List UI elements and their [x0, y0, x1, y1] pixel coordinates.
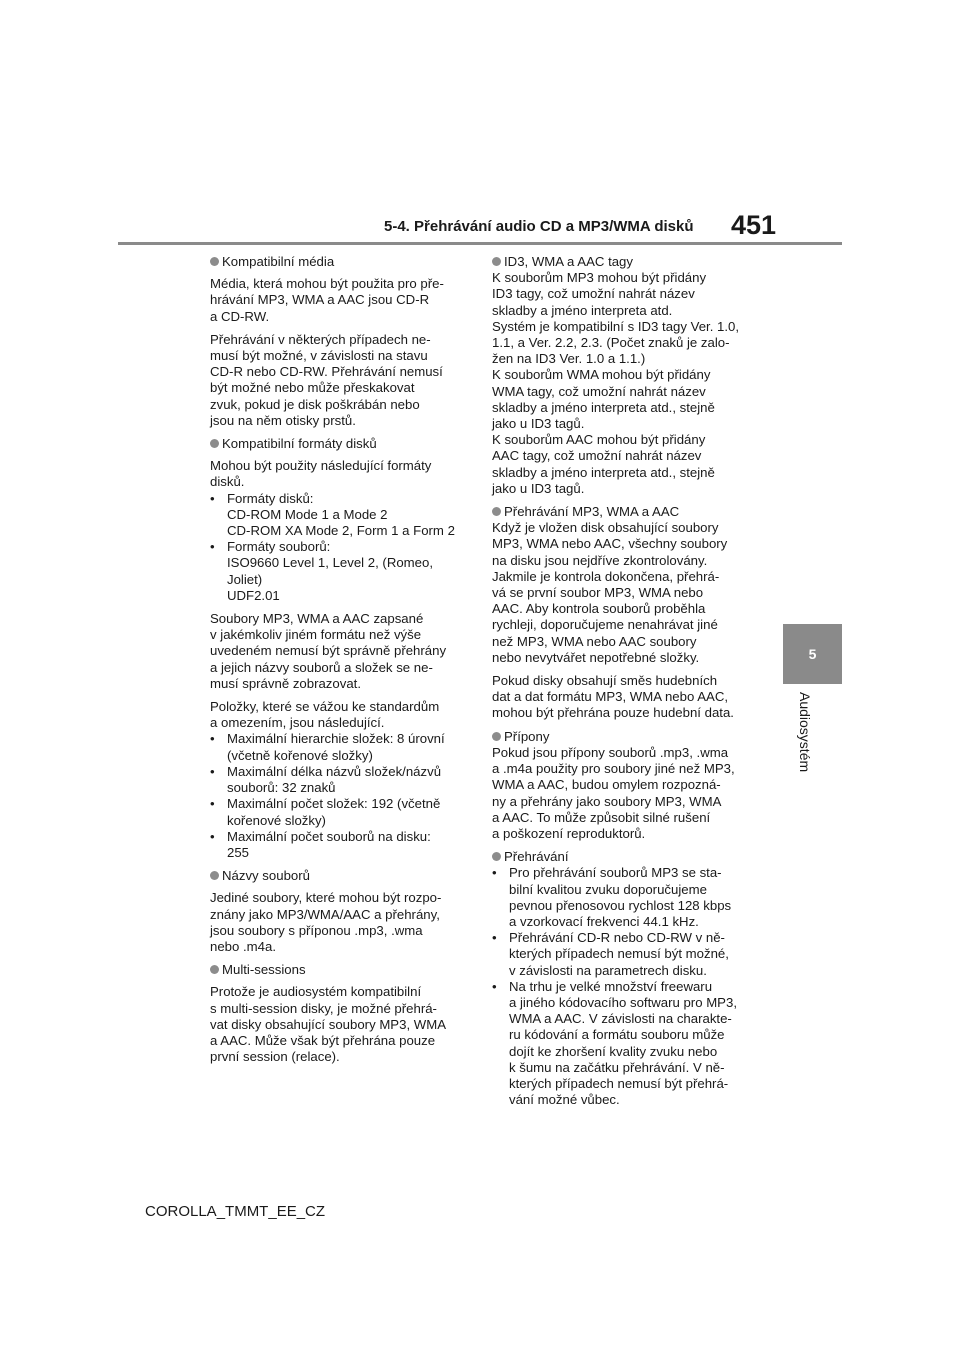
bullet-list [492, 865, 752, 1108]
circle-bullet-icon [492, 257, 501, 266]
list-item: • Formáty disků: CD-ROM Mode 1 a Mode 2 CD-ROM XA Mode 2, Form 1 a Form 2 [210, 490, 455, 539]
paragraph: Protože je audiosystém kompatibilní s multi-session disky, je možné přehrá- vat disky obsahující soubory MP3, WMA a AAC. Může však být přehrána pouze první session (relace). [210, 984, 446, 1065]
paragraph: Mohou být použity následující formáty disků. [210, 458, 432, 490]
left-column [210, 254, 470, 1072]
header-divider [118, 242, 842, 245]
section-heading-extensions: Přípony [492, 729, 752, 745]
paragraph: Položky, které se vážou ke standardům a omezením, jsou následující. [210, 699, 440, 731]
list-item: • Na trhu je velké množství freewaru a jiného kódovacího softwaru pro MP3, WMA a AAC. V závislosti na charakte- ru kódování a formátu souboru může dojít ke zhoršení kvality zvuku nebo k šumu na začátku přehrávání. V ně- kterých případech nemusí být přehrá- vání možné vůbec. [492, 978, 737, 1108]
paragraph: Jediné soubory, které mohou být rozpo- znány jako MP3/WMA/AAC a přehrány, jsou soubory s příponou .mp3, .wma nebo .m4a. [210, 890, 442, 954]
section-heading-multi-sessions: Multi-sessions [210, 962, 470, 978]
list-item: • Pro přehrávání souborů MP3 se sta- bilní kvalitou zvuku doporučujeme pevnou přenosovou rychlost 128 kbps a vzorkovací frekvenci 44.1 kHz. [492, 865, 732, 929]
paragraph: Když je vložen disk obsahující soubory MP3, WMA nebo AAC, všechny soubory na disku jsou nejdříve zkontrolovány. Jakmile je kontrola dokončena, přehrá- vá se první soubor MP3, WMA nebo AAC. Aby kontrola souborů proběhla rychleji, doporučujeme nenahrávat jiné než MP3, WMA nebo AAC soubory nebo nevytvářet nepotřebné složky. [492, 520, 728, 665]
list-item: • Maximální hierarchie složek: 8 úrovní (včetně kořenové složky) [210, 731, 445, 763]
chapter-number: 5 [808, 646, 817, 662]
circle-bullet-icon [210, 257, 219, 266]
page-number: 451 [731, 210, 777, 240]
right-column [492, 254, 752, 1115]
bullet-list [210, 491, 470, 604]
section-title: 5-4. Přehrávání audio CD a MP3/WMA disků [384, 218, 694, 235]
list-item: • Přehrávání CD-R nebo CD-RW v ně- kterých případech nemusí být možné, v závislosti na parametrech disku. [492, 930, 729, 978]
section-heading-playback: Přehrávání [492, 849, 752, 865]
chapter-tab[interactable] [783, 624, 842, 684]
paragraph: Soubory MP3, WMA a AAC zapsané v jakémkoliv jiném formátu než výše uvedeném nemusí být správně přehrány a jejich názvy souborů a složek se ne- musí správně zobrazovat. [210, 611, 447, 691]
section-heading-playback-mp3: Přehrávání MP3, WMA a AAC [492, 504, 752, 520]
circle-bullet-icon [210, 965, 219, 974]
paragraph: Pokud disky obsahují směs hudebních dat a dat formátu MP3, WMA nebo AAC, mohou být přehrána pouze hudební data. [492, 673, 734, 721]
bullet-list [210, 731, 470, 861]
circle-bullet-icon [210, 871, 219, 880]
footer-doc-code: COROLLA_TMMT_EE_CZ [145, 1203, 326, 1220]
list-item: • Maximální počet souborů na disku: 255 [210, 828, 431, 860]
list-item: • Maximální počet složek: 192 (včetně kořenové složky) [210, 796, 441, 828]
paragraph: Přehrávání v některých případech ne- musí být možné, v závislosti na stavu CD-R nebo CD-RW. Přehrávání nemusí být možné nebo může přeskakovat zvuk, pokud je disk poškrábán nebo jsou na něm otisky prstů. [210, 331, 443, 428]
paragraph: Média, která mohou být použita pro pře- hrávání MP3, WMA a AAC jsou CD-R a CD-RW. [210, 276, 444, 324]
list-item: • Maximální délka názvů složek/názvů souborů: 32 znaků [210, 763, 442, 796]
circle-bullet-icon [492, 732, 501, 741]
paragraph: K souborům MP3 mohou být přidány ID3 tagy, což umožní nahrát název skladby a jméno interpreta atd. Systém je kompatibilní s ID3 tagy Ver. 1.0, 1.1, a Ver. 2.2, 2.3. (Počet znaků je zalo- žen na ID3 Ver. 1.0 a 1.1.) K souborům WMA mohou být přidány WMA tagy, což umožní nahrát název skladby a jméno interpreta atd., stejně jako u ID3 tagů. K souborům AAC mohou být přidány AAC tagy, což umožní nahrát název skladby a jméno interpreta atd., stejně jako u ID3 tagů. [492, 270, 740, 496]
section-heading-compatible-media: Kompatibilní média [210, 254, 470, 270]
paragraph: Pokud jsou přípony souborů .mp3, .wma a .m4a použity pro soubory jiné než MP3, WMA a AAC, budou omylem rozpozná- ny a přehrány jako soubory MP3, WMA a AAC. To může způsobit silné rušení a poškození reproduktorů. [492, 744, 735, 841]
section-heading-file-names: Názvy souborů [210, 868, 470, 884]
section-heading-tags: ID3, WMA a AAC tagy [492, 254, 752, 270]
circle-bullet-icon [492, 852, 501, 861]
circle-bullet-icon [210, 439, 219, 448]
section-heading-disc-formats: Kompatibilní formáty disků [210, 436, 470, 452]
circle-bullet-icon [492, 507, 501, 516]
chapter-label: Audiosystém [797, 692, 813, 773]
list-item: • Formáty souborů: ISO9660 Level 1, Level 2, (Romeo, Joliet) UDF2.01 [210, 539, 433, 603]
